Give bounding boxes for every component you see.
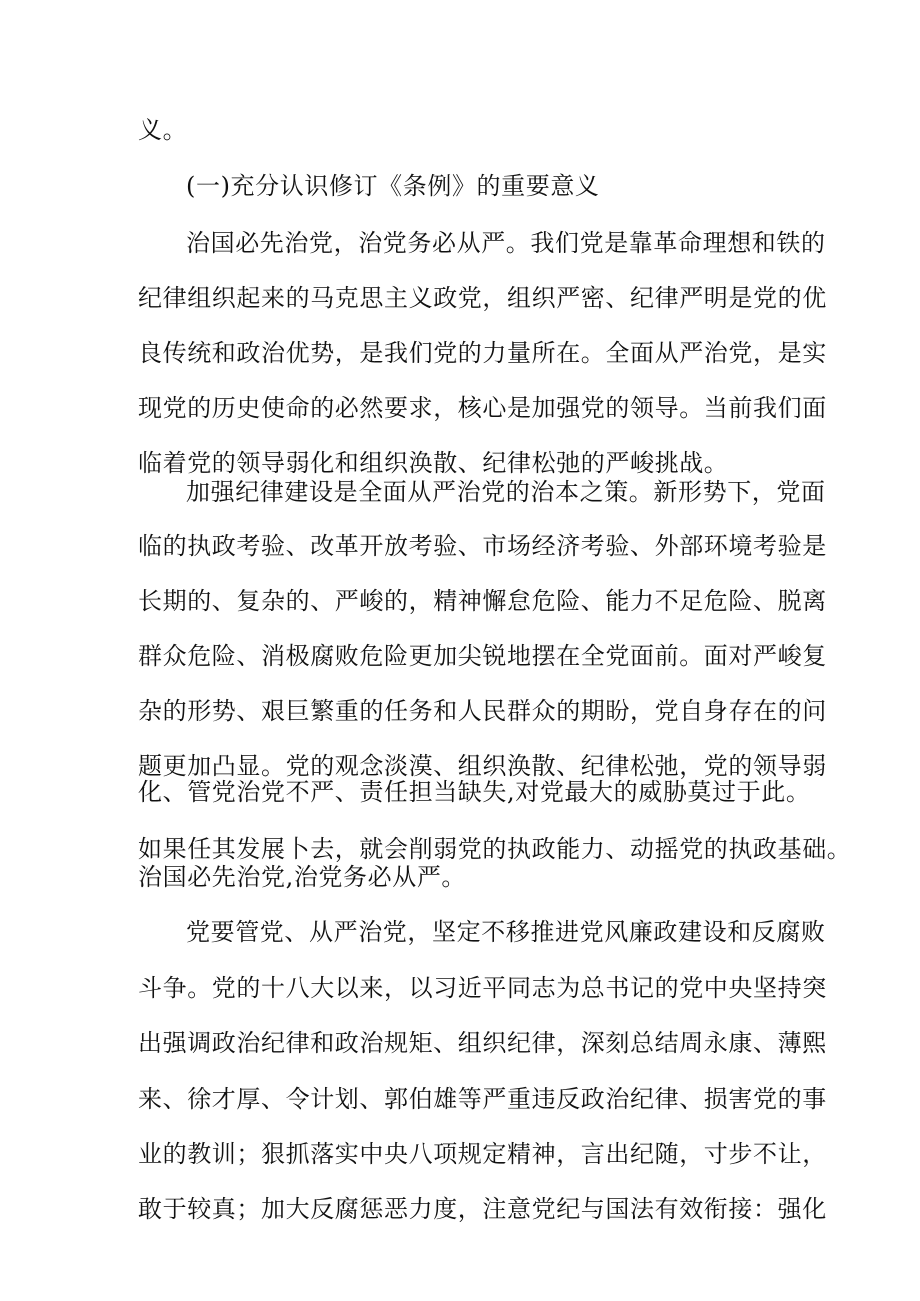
paragraph-line: 义。 [138, 116, 188, 144]
paragraph-line: 治国必先治党,治党务必从严。 [138, 863, 467, 891]
paragraph-line: 杂的形势、艰巨繁重的任务和人民群众的期盼，党自身存在的问 [138, 697, 827, 725]
paragraph-line: 敢于较真；加大反腐惩恶力度，注意党纪与国法有效衔接：强化 [138, 1195, 827, 1223]
paragraph-line: 加强纪律建设是全面从严治党的治本之策。新形势下，党面 [186, 478, 826, 506]
paragraph-line: 党要管党、从严治党，坚定不移推进党风廉政建设和反腐败 [186, 918, 826, 946]
paragraph-line: 临着党的领导弱化和组织涣散、纪律松弛的严峻挑战。 [138, 449, 729, 477]
paragraph-line: 临的执政考验、改革开放考验、市场经济考验、外部环境考验是 [138, 532, 827, 560]
paragraph-line: 斗争。党的十八大以来，以习近平同志为总书记的党中央坚持突 [138, 974, 827, 1002]
paragraph-line: 业的教训；狠抓落实中央八项规定精神，言出纪随，寸步不让， [138, 1140, 827, 1168]
paragraph-line: 如果任其发展卜去，就会削弱党的执政能力、动摇党的执政基础。 [138, 835, 852, 863]
section-heading: (一)充分认识修订《条例》的重要意义 [186, 172, 600, 200]
paragraph-line: 出强调政治纪律和政治规矩、组织纪律，深刻总结周永康、薄熙 [138, 1029, 827, 1057]
paragraph-line: 长期的、复杂的、严峻的，精神懈怠危险、能力不足危险、脱离 [138, 587, 827, 615]
paragraph-line: 群众危险、消极腐败危险更加尖锐地摆在全党面前。面对严峻复 [138, 642, 827, 670]
paragraph-line: 纪律组织起来的马克思主义政党，组织严密、纪律严明是党的优 [138, 284, 827, 312]
paragraph-line: 治国必先治党，治党务必从严。我们党是靠革命理想和铁的 [186, 229, 826, 257]
paragraph-line: 来、徐才厚、令计划、郭伯雄等严重违反政治纪律、损害党的事 [138, 1085, 827, 1113]
paragraph-line: 现党的历史使命的必然要求，核心是加强党的领导。当前我们面 [138, 394, 827, 422]
paragraph-line: 良传统和政治优势，是我们党的力量所在。全面从严治党，是实 [138, 339, 827, 367]
paragraph-line: 题更加凸显。党的观念淡漠、组织涣散、纪律松弛，党的领导弱 [138, 752, 827, 780]
paragraph-line: 化、管党治党不严、责任担当缺失,对党最大的威胁莫过于此。 [138, 778, 811, 806]
